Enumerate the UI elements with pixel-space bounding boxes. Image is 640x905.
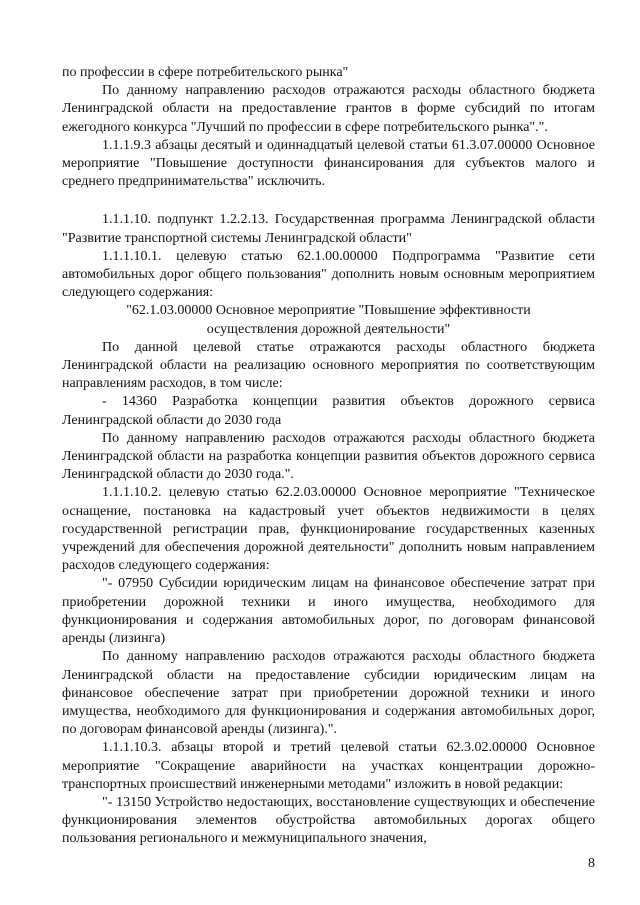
paragraph-target-article: По данной целевой статье отражаются расходы областного бюджета Ленинградской области на реализацию основного мероприятия по соответствующим направлениям расходов, в том числе: — [62, 339, 595, 392]
paragraph-1-1-1-10-2: 1.1.1.10.2. целевую статью 62.2.03.00000 Основное мероприятие "Техническое оснащение, постановка на кадастровый учет объектов недвижимости в целях государственной регистрации прав, функционирование государственных казенных учреждений для обеспечения дорожной деятельности" дополнить новым направлением расходов следующего содержания: — [62, 485, 595, 574]
paragraph-14360: - 14360 Разработка концепции развития объектов дорожного сервиса Ленинградской области до 2030 года — [62, 394, 595, 428]
paragraph-14360-description: По данному направлению расходов отражаются расходы областного бюджета Ленинградской области на разработка концепции развития объектов дорожного сервиса Ленинградской области до 2030 года.". — [62, 430, 595, 483]
paragraph-continuation: по профессии в сфере потребительского рынка" — [62, 65, 349, 80]
paragraph-1-1-1-10: 1.1.1.10. подпункт 1.2.2.13. Государственная программа Ленинградской области "Развитие транспортной системы Ленинградской области" — [62, 212, 595, 246]
paragraph-gap — [62, 191, 595, 211]
paragraph-13150: "- 13150 Устройство недостающих, восстановление существующих и обеспечение функционирования элементов обустройства автомобильных дорогах общего пользования регионального и межмуниципального значения, — [62, 794, 595, 847]
event-heading-line-2: осуществления дорожной деятельности" — [206, 321, 451, 337]
event-heading-line-1: "62.1.03.00000 Основное мероприятие "Повышение эффективности — [126, 303, 531, 319]
document-page — [62, 64, 595, 849]
paragraph-1-1-1-10-3: 1.1.1.10.3. абзацы второй и третий целевой статьи 62.3.02.00000 Основное мероприятие "Сокращение аварийности на участках концентрации дорожно-транспортных происшествий инженерными методами" изложить в новой редакции: — [62, 740, 595, 792]
paragraph-07950-description: По данному направлению расходов отражаются расходы областного бюджета Ленинградской области на предоставление субсидии юридическим лицам на финансовое обеспечение затрат при приобретении дорожной техники и иного имущества, необходимого для функционирования и содержания автомобильных дорог, по договорам финансовой аренды (лизинга).". — [62, 649, 595, 738]
paragraph-1-1-1-9-3: 1.1.1.9.3 абзацы десятый и одиннадцатый целевой статьи 61.3.07.00000 Основное мероприятие "Повышение доступности финансирования для субъектов малого и среднего предпринимательства" исключить. — [62, 137, 595, 190]
paragraph-07950: "- 07950 Субсидии юридическим лицам на финансовое обеспечение затрат при приобретении дорожной техники и иного имущества, необходимого для функционирования и содержания автомобильных дорог, по договорам финансовой аренды (лизинга) — [62, 576, 595, 647]
paragraph-1-1-1-10-1: 1.1.1.10.1. целевую статью 62.1.00.00000 Подпрограмма "Развитие сети автомобильных дорог общего пользования" дополнить новым основным мероприятием следующего содержания: — [62, 248, 595, 301]
page-number: 8 — [588, 856, 595, 871]
paragraph-grants: По данному направлению расходов отражаются расходы областного бюджета Ленинградской области на предоставление грантов в форме субсидий по итогам ежегодного конкурса "Лучший по профессии в сфере потребительского рынка".". — [62, 83, 595, 135]
